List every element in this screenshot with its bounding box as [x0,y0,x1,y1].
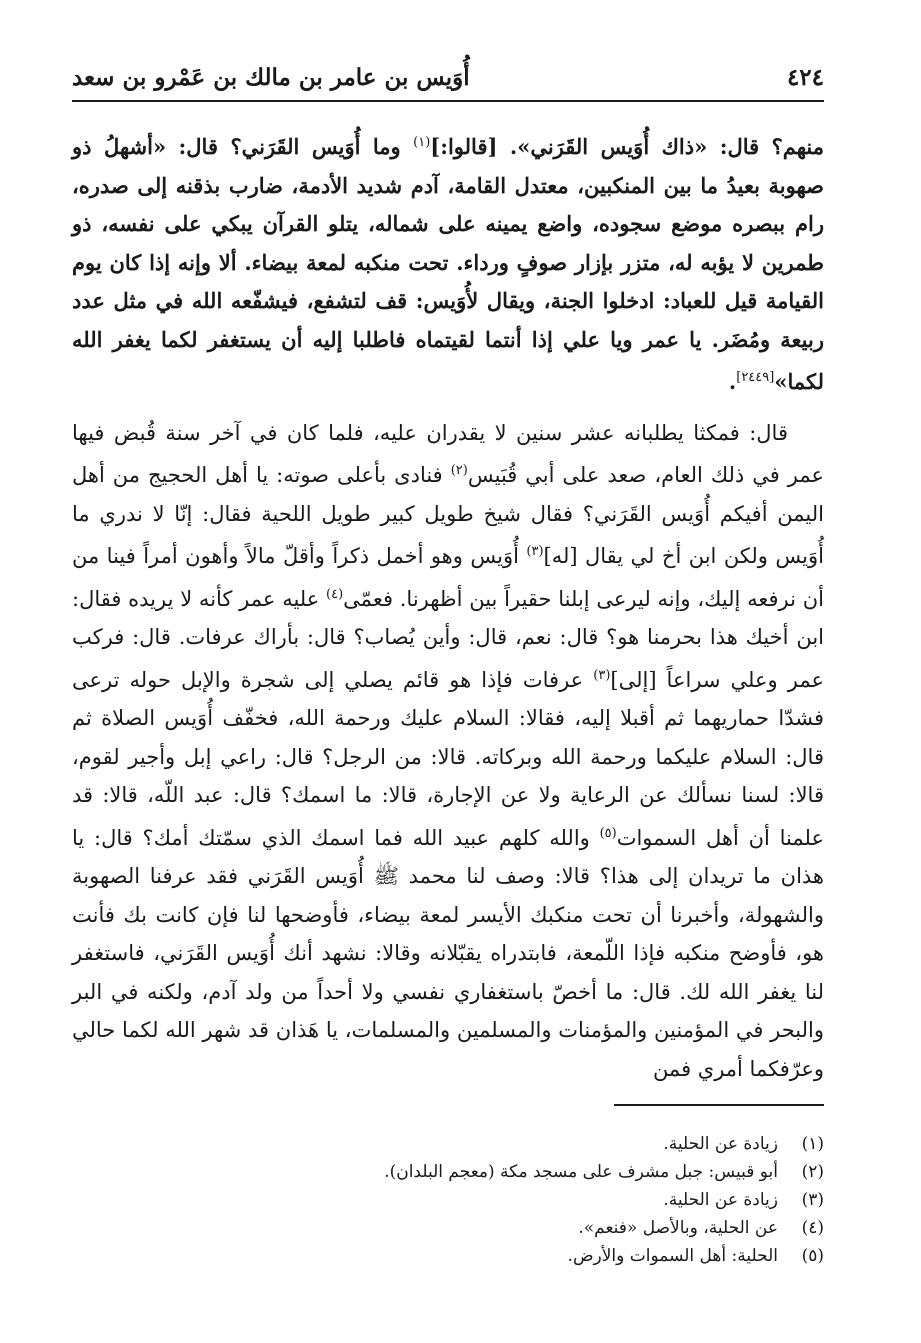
running-title: أُوَيس بن عامر بن مالك بن عَمْرو بن سعد [72,64,470,91]
footnote-divider [614,1104,824,1106]
footnote-ref-4[interactable]: (٤) [326,586,344,602]
footnote-number: (٤) [801,1218,824,1238]
paragraph-2-text-b: فنادى بأعلى صوته: يا أهل الحجيج من أهل اليمن أفيكم أُوَيس القَرَني؟ فقال شيخ طويل كبير طويل اللحية فقال: إنّا لا ندري ما أُوَيس ولكن ابن أخ لي يقال [له] [72,463,824,568]
footnote-item [72,1130,824,1158]
paragraph-2-text-a: قال: فمكثا يطلبانه عشر سنين لا يقدران عليه، فلما كان في آخر سنة قُبض فيها عمر في ذلك العام، صعد على أبي قُبَيس [72,420,824,487]
footnote-ref-3b[interactable]: (٣) [593,667,611,683]
footnote-text: الحلية: أهل السموات والأرض. [567,1246,778,1266]
paragraph-2 [72,414,824,1089]
page-header [72,60,824,102]
footnote-item [72,1158,824,1186]
paragraph-2-text-e: عرفات فإذا هو قائم يصلي إلى شجرة والإبل حوله ترعى فشدّا حماريهما ثم أقبلا إليه، فقالا: السلام عليك ورحمة الله، فخفّف أُوَيس الصلاة ثم قال: السلام عليكما ورحمة الله وبركاته. قالا: من الرجل؟ قال: راعي إبل وأجير لقوم، قالا: لسنا نسألك عن الرعاية ولا عن الإجارة، قالا: ما اسمك؟ قال: عبد اللّه، قالا: قد علمنا أن أهل السموات [72,667,824,850]
hadith-number: [٢٤٤٩] [736,370,775,385]
footnote-text: زيادة عن الحلية. [663,1134,778,1154]
paragraph-1-text-a: منهم؟ قال: «ذاك أُوَيس القَرَني». [قالوا:] [430,134,824,159]
footnote-ref-3[interactable]: (٣) [526,544,544,559]
footnote-text: زيادة عن الحلية. [663,1190,778,1210]
page-number: ٤٢٤ [786,64,824,91]
footnote-number: (٥) [801,1246,824,1266]
paragraph-2-text-f: والله كلهم عبيد الله فما اسمك الذي سمّتك أمك؟ قال: يا هذان ما تريدان إلى هذا؟ قالا: وصف لنا محمد ﷺ أُوَيس القَرَني فقد عرفنا الصهوبة والشهولة، وأخبرنا أن تحت منكبك الأيسر لمعة بيضاء، فأوضحها لنا فإن كانت بك فأنت هو، فأوضح منكبه فإذا اللّمعة، فابتدراه يقبّلانه وقالا: نشهد أنك أُوَيس القَرَني، فاستغفر لنا يغفر الله لك. قال: ما أخصّ باستغفاري نفسي ولا أحداً من ولد آدم، ولكنه في البر والبحر في المؤمنين والمؤمنات والمسلمين والمسلمات، يا هَذان قد شهر الله لكما حالي وعرّفكما أمري فمن [72,825,824,1081]
paragraph-1-end: . [728,369,737,394]
footnote-number: (٣) [801,1190,824,1210]
footnote-number: (٢) [801,1162,824,1182]
footnote-item [72,1242,824,1270]
paragraph-1-text-b: وما أُوَيس القَرَني؟ قال: «أشهلُ ذو صهوبة بعيدُ ما بين المنكبين، معتدل القامة، آدم شديد الأدمة، ضارب بذقنه إلى صدره، رام ببصره موضع سجوده، واضع يمينه على شماله، يتلو القرآن يبكي على نفسه، ذو طمرين لا يؤبه له، متزر بإزار صوفٍ ورداء. تحت منكبه لمعة بيضاء. ألا وإنه إذا كان يوم القيامة قيل للعباد: ادخلوا الجنة، ويقال لأُوَيس: قف لتشفع، فيشفّعه الله في مثل عدد ربيعة ومُضَر. يا عمر ويا علي إذا أنتما لقيتماه فاطلبا إليه أن يستغفر لكما يغفر الله لكما» [72,134,824,394]
footnotes [72,1130,824,1270]
main-text [72,124,824,1088]
footnote-number: (١) [801,1134,824,1154]
footnote-text: عن الحلية، وبالأصل «فنعم». [578,1218,778,1238]
paragraph-1 [72,124,824,402]
book-page [72,60,824,1300]
paragraph-2-text-c: أُوَيس وهو أخمل ذكراً وأقلّ مالاً وأهون أمراً فينا من أن نرفعه إليك، وإنه ليرعى إبلنا حقيراً بين أظهرنا. فعمّى [72,544,824,611]
footnote-text: أبو قبيس: جبل مشرف على مسجد مكة (معجم البلدان). [384,1162,778,1182]
footnote-item [72,1214,824,1242]
paragraph-2-text-d: عليه عمر كأنه لا يريده فقال: ابن أخيك هذا بحرمنا هو؟ قال: نعم، قال: وأين يُصاب؟ قال: بأراك عرفات. قال: فركب عمر وعلي سراعاً [إلى] [72,586,824,692]
footnote-ref-5[interactable]: (٥) [599,825,617,841]
footnote-item [72,1186,824,1214]
footnote-ref-1[interactable]: (١) [413,135,431,150]
footnote-ref-2[interactable]: (٢) [450,463,468,478]
